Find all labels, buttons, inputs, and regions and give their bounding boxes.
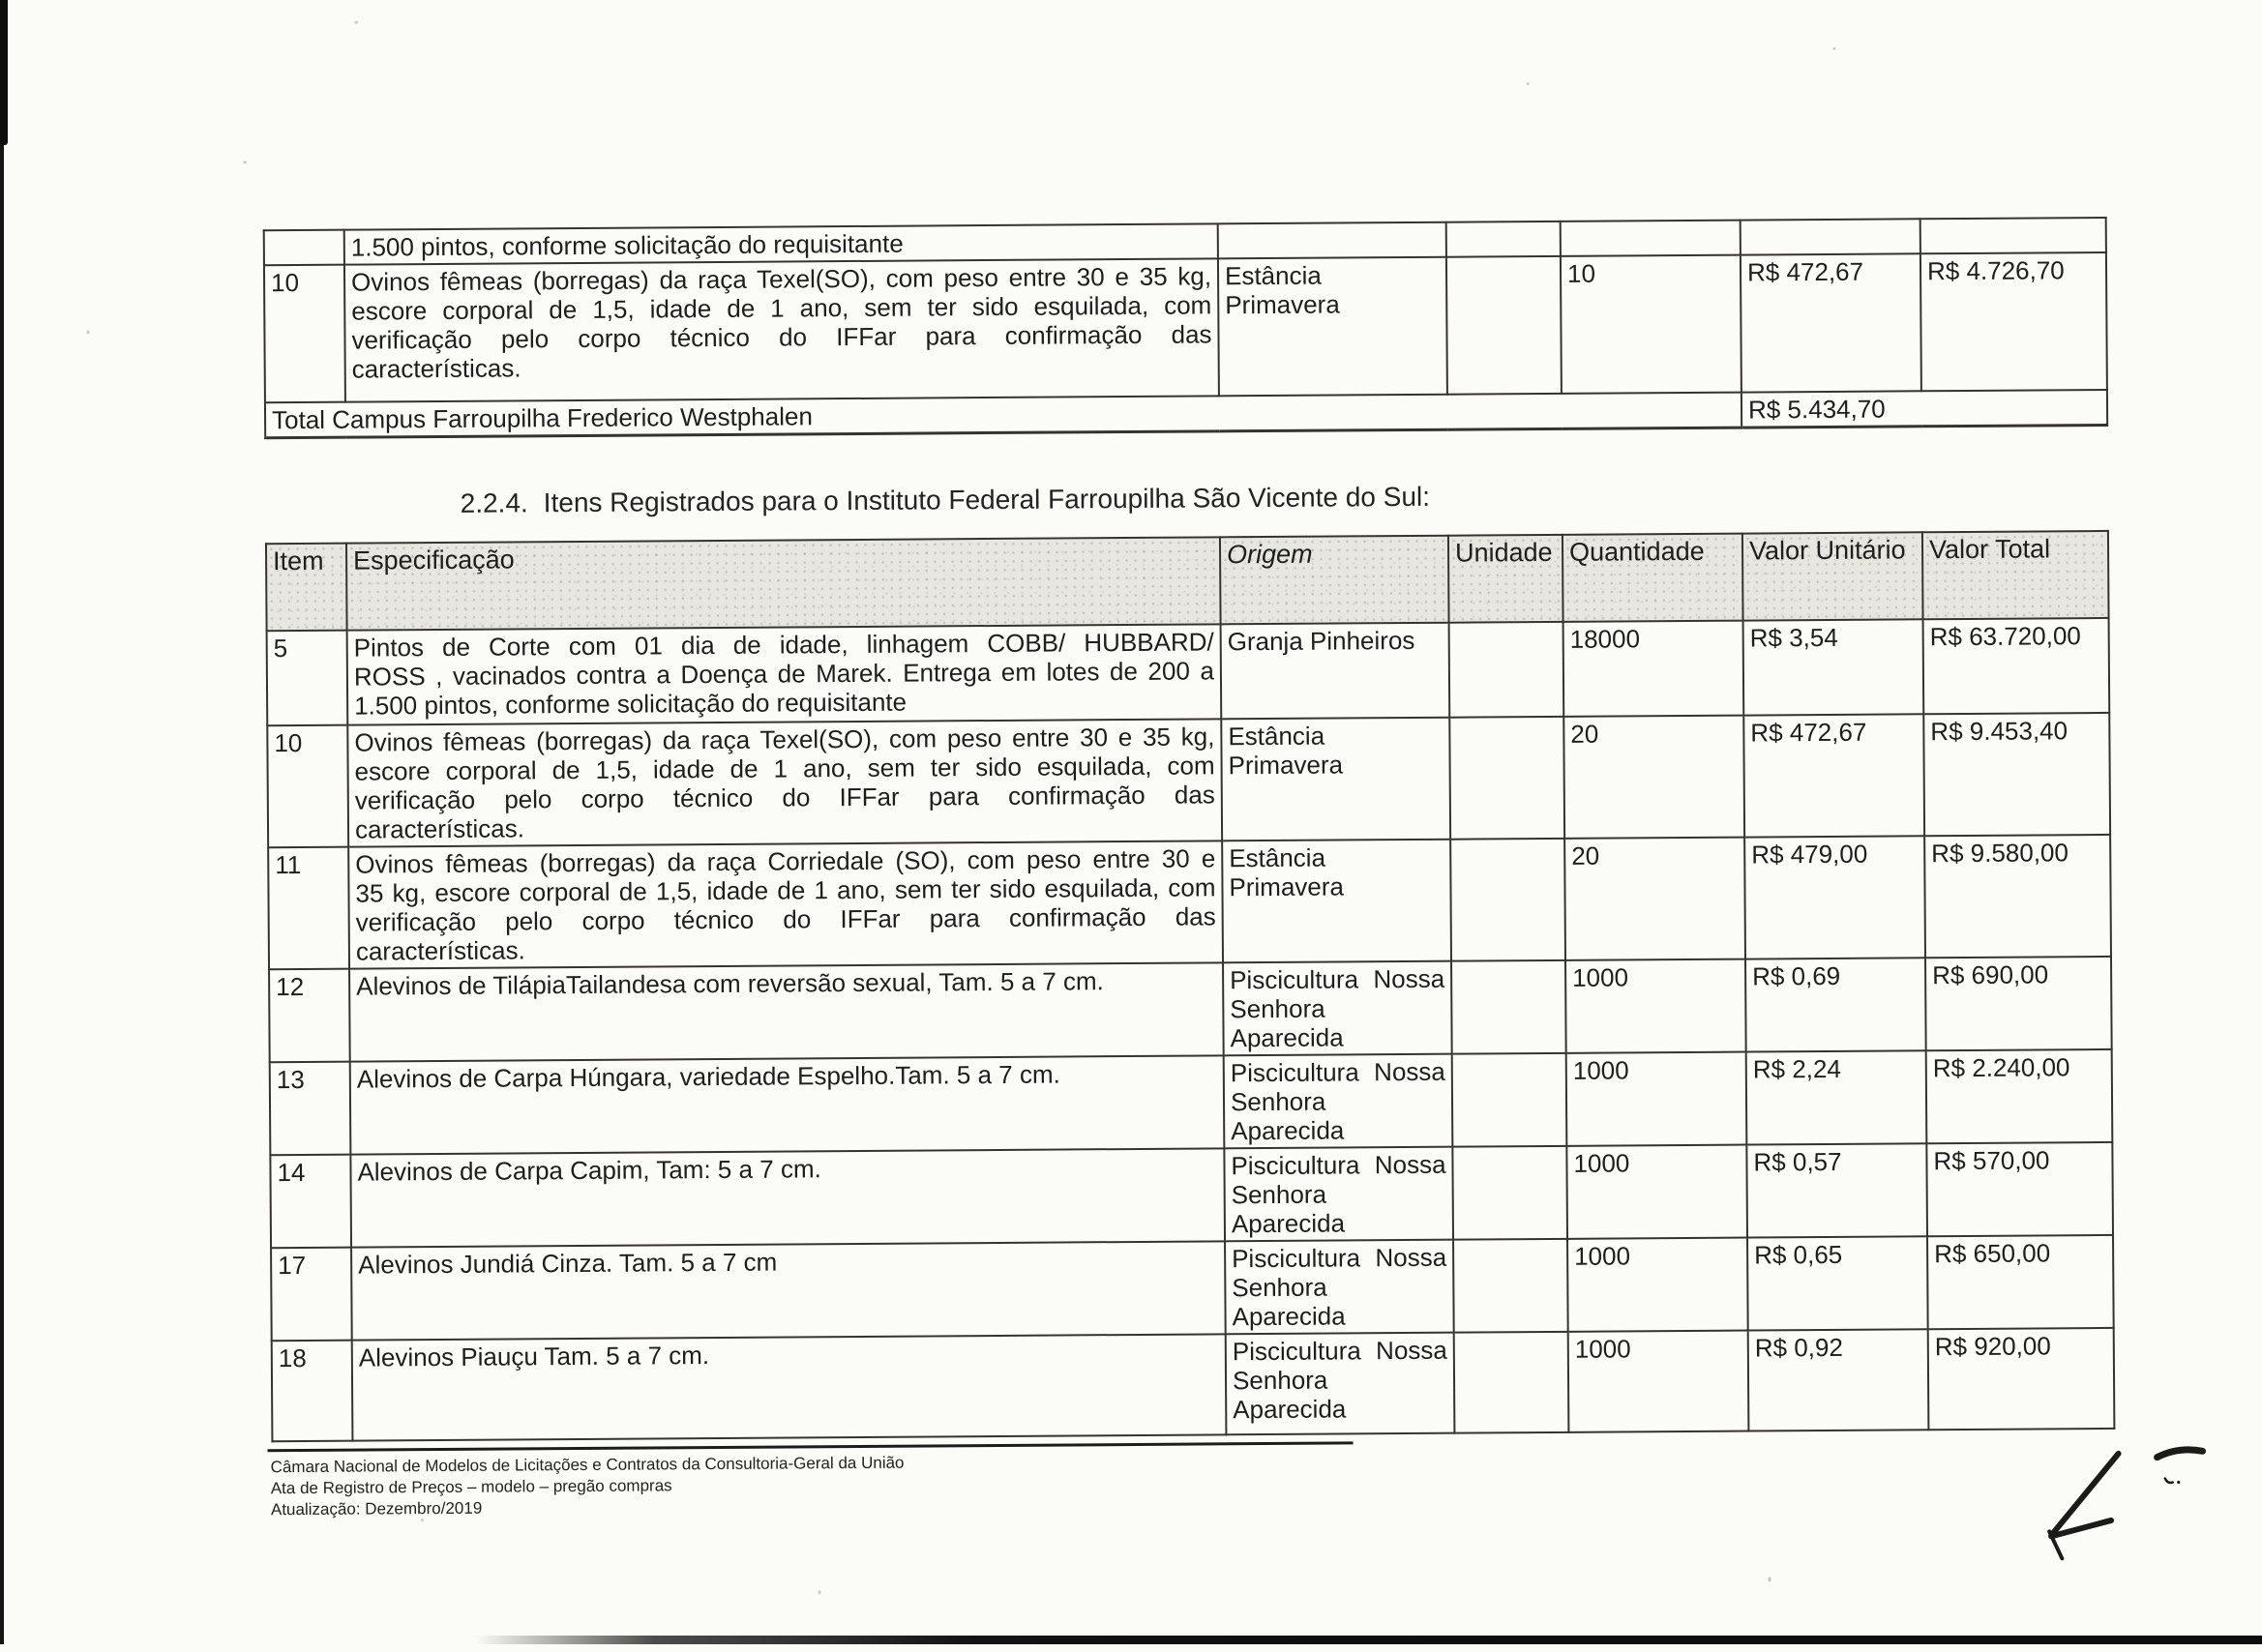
header-unidade: Unidade bbox=[1448, 535, 1563, 623]
footer-divider bbox=[268, 1441, 1354, 1452]
item-cell bbox=[264, 230, 344, 266]
text-line: Pintos de Corte com 01 dia de idade, linhagem COBB/ HUBBARD/ bbox=[353, 627, 1214, 663]
item-cell: 10 bbox=[267, 725, 348, 848]
valor-unitario-cell: R$ 0,57 bbox=[1746, 1143, 1927, 1237]
origem-cell bbox=[1223, 961, 1452, 1056]
scan-speck bbox=[1832, 47, 1835, 50]
unidade-cell bbox=[1449, 717, 1564, 840]
spec-cell: 1.500 pintos, conforme solicitação do requisitante bbox=[344, 223, 1218, 264]
valor-total-cell: R$ 63.720,00 bbox=[1923, 618, 2110, 714]
scanner-edge-left-blob bbox=[0, 0, 8, 145]
valor-unitario-cell: R$ 3,54 bbox=[1743, 619, 1924, 715]
text-line: Alevinos de Carpa Capim, Tam: 5 a 7 cm. bbox=[357, 1154, 821, 1187]
quantidade-cell bbox=[1561, 221, 1741, 256]
valor-unitario-cell: R$ 0,69 bbox=[1745, 958, 1926, 1051]
text-line: Primavera bbox=[1228, 750, 1344, 781]
text-line: Estância bbox=[1224, 260, 1322, 291]
text-line: Alevinos de TilápiaTailandesa com reversão sexual, Tam. 5 a 7 cm. bbox=[356, 966, 1104, 1001]
text-line: Senhora bbox=[1232, 1272, 1327, 1303]
total-value-cell: R$ 5.434,70 bbox=[1741, 390, 2107, 428]
valor-unitario-cell: R$ 479,00 bbox=[1744, 836, 1925, 959]
scan-speck bbox=[421, 1519, 424, 1521]
header-especificacao: Especificação bbox=[346, 537, 1221, 630]
text-line: verificação pelo corpo técnico do IFFar para confirmação das bbox=[354, 780, 1215, 815]
footer-line: Atualização: Dezembro/2019 bbox=[270, 1498, 483, 1519]
spec-cell bbox=[348, 841, 1223, 968]
scan-speck bbox=[86, 331, 89, 335]
quantidade-cell: 1000 bbox=[1566, 1145, 1747, 1239]
text-line: Aparecida bbox=[1233, 1394, 1347, 1425]
header-quantidade: Quantidade bbox=[1563, 534, 1743, 622]
text-line: Primavera bbox=[1229, 871, 1345, 902]
spec-cell bbox=[347, 719, 1222, 846]
text-line: Piscicultura Nossa bbox=[1230, 963, 1445, 995]
header-valor-unitario: Valor Unitário bbox=[1742, 532, 1923, 620]
quantidade-cell: 20 bbox=[1563, 716, 1744, 839]
text-line: Ovinos fêmeas (borregas) da raça Texel(SO), com peso entre 30 e 35 kg, bbox=[350, 261, 1212, 297]
text-line: Ovinos fêmeas (borregas) da raça Texel(SO), com peso entre 30 e 35 kg, bbox=[354, 722, 1215, 757]
unidade-cell bbox=[1446, 221, 1561, 257]
valor-unitario-cell bbox=[1741, 219, 1920, 254]
spec-cell bbox=[344, 258, 1219, 401]
origem-cell bbox=[1221, 718, 1450, 841]
text-line: Senhora bbox=[1231, 1179, 1327, 1210]
text-line: Aparecida bbox=[1231, 1208, 1346, 1239]
valor-unitario-cell: R$ 0,92 bbox=[1748, 1329, 1929, 1431]
scanner-edge-bottom bbox=[474, 1636, 2262, 1644]
table-row bbox=[267, 713, 2110, 847]
header-row bbox=[266, 531, 2109, 631]
valor-total-cell: R$ 650,00 bbox=[1927, 1235, 2114, 1329]
text-line: Piscicultura Nossa bbox=[1232, 1335, 1447, 1367]
item-cell: 13 bbox=[270, 1062, 351, 1156]
origem-cell bbox=[1218, 222, 1446, 259]
text-line: escore corporal de 1,5, idade de 1 ano, sem ter sido esquilada, com bbox=[354, 751, 1215, 786]
unidade-cell bbox=[1449, 622, 1564, 718]
valor-total-cell: R$ 570,00 bbox=[1926, 1142, 2113, 1236]
header-origem: Origem bbox=[1220, 536, 1449, 625]
origem-cell bbox=[1221, 623, 1450, 720]
spec-cell bbox=[350, 1148, 1225, 1247]
quantidade-cell: 1000 bbox=[1567, 1238, 1748, 1332]
text-line: características. bbox=[355, 935, 525, 966]
valor-total-cell: R$ 9.453,40 bbox=[1923, 713, 2110, 836]
unidade-cell bbox=[1454, 1332, 1569, 1433]
table-row bbox=[268, 835, 2111, 969]
text-line: ROSS , vacinados contra a Doença de Marek. Entrega em lotes de 200 a bbox=[353, 656, 1215, 692]
origem-cell bbox=[1224, 1147, 1453, 1242]
registered-items-table bbox=[265, 530, 2115, 1442]
table-row bbox=[270, 1049, 2113, 1155]
quantidade-cell: 1000 bbox=[1568, 1331, 1749, 1432]
scanner-edge-left bbox=[0, 0, 4, 1644]
text-line: Piscicultura Nossa bbox=[1231, 1149, 1446, 1181]
text-line: Estância bbox=[1229, 842, 1326, 873]
spec-cell bbox=[347, 624, 1222, 724]
item-cell: 11 bbox=[268, 847, 349, 970]
handwritten-arrow-mark bbox=[1973, 1422, 2262, 1617]
quantidade-cell: 1000 bbox=[1566, 1052, 1747, 1146]
spec-cell bbox=[350, 1055, 1225, 1154]
text-line: Aparecida bbox=[1232, 1301, 1346, 1332]
section-heading bbox=[461, 482, 1430, 519]
scan-speck bbox=[354, 21, 358, 24]
quantidade-cell: 10 bbox=[1561, 255, 1741, 394]
text-line: características. bbox=[354, 813, 524, 844]
text-line: Ovinos fêmeas (borregas) da raça Corriedale (SO), com peso entre 30 e bbox=[355, 843, 1216, 879]
valor-unitario-cell: R$ 2,24 bbox=[1746, 1050, 1927, 1144]
text-line: Senhora bbox=[1230, 993, 1325, 1024]
spec-cell bbox=[351, 1241, 1226, 1340]
footer-line: Câmara Nacional de Modelos de Licitações e Contratos da Consultoria-Geral da União bbox=[270, 1453, 905, 1477]
table-row bbox=[272, 1328, 2115, 1441]
footer-line: Ata de Registro de Preços – modelo – pregão compras bbox=[270, 1476, 672, 1498]
header-valor-total: Valor Total bbox=[1922, 531, 2109, 619]
origem-cell bbox=[1218, 257, 1447, 397]
valor-total-cell: R$ 9.580,00 bbox=[1924, 835, 2111, 958]
scan-speck bbox=[243, 161, 247, 163]
table-row bbox=[264, 252, 2107, 402]
text-line: Piscicultura Nossa bbox=[1232, 1242, 1447, 1274]
item-cell: 14 bbox=[270, 1155, 351, 1249]
text-line: Primavera bbox=[1225, 289, 1340, 320]
valor-total-cell: R$ 920,00 bbox=[1928, 1328, 2115, 1430]
valor-total-cell bbox=[1920, 218, 2106, 253]
spec-cell bbox=[352, 1334, 1227, 1440]
scan-speck bbox=[1527, 82, 1530, 85]
table-row bbox=[269, 957, 2112, 1062]
valor-total-cell: R$ 690,00 bbox=[1925, 957, 2112, 1050]
quantidade-cell: 18000 bbox=[1563, 621, 1744, 717]
text-line: características. bbox=[351, 353, 521, 384]
section-title: Itens Registrados para o Instituto Federal Farroupilha São Vicente do Sul: bbox=[543, 481, 1431, 518]
item-cell: 10 bbox=[264, 265, 345, 403]
text-line: escore corporal de 1,5, idade de 1 ano, sem ter sido esquilada, com bbox=[351, 290, 1212, 326]
text-line: Estância bbox=[1228, 721, 1325, 752]
valor-unitario-cell: R$ 0,65 bbox=[1747, 1236, 1928, 1330]
origem-cell bbox=[1225, 1240, 1454, 1335]
scan-speck bbox=[1768, 1577, 1771, 1581]
text-line: Senhora bbox=[1230, 1086, 1326, 1117]
valor-total-cell: R$ 2.240,00 bbox=[1926, 1049, 2113, 1143]
text-line: Senhora bbox=[1232, 1365, 1328, 1396]
text-line: Alevinos de Carpa Húngara, variedade Espelho.Tam. 5 a 7 cm. bbox=[356, 1059, 1060, 1094]
table-row bbox=[270, 1142, 2113, 1248]
text-line: 35 kg, escore corporal de 1,5, idade de 1 ano, sem ter sido esquilada, com bbox=[355, 872, 1216, 908]
text-line: verificação pelo corpo técnico do IFFar para confirmação das bbox=[355, 901, 1216, 937]
text-line: Granja Pinheiros bbox=[1227, 625, 1415, 657]
unidade-cell bbox=[1452, 1146, 1567, 1240]
document-footer bbox=[271, 1453, 905, 1521]
text-line: Aparecida bbox=[1231, 1115, 1345, 1146]
header-item: Item bbox=[266, 544, 347, 632]
unidade-cell bbox=[1446, 256, 1562, 395]
origem-cell bbox=[1222, 840, 1451, 963]
table-row bbox=[271, 1235, 2114, 1341]
item-cell: 5 bbox=[267, 631, 348, 726]
text-line: Alevinos Piauçu Tam. 5 a 7 cm. bbox=[358, 1341, 710, 1372]
item-cell: 12 bbox=[269, 969, 350, 1063]
unidade-cell bbox=[1452, 1053, 1567, 1147]
unidade-cell bbox=[1450, 839, 1565, 961]
section-number: 2.2.4. bbox=[460, 487, 528, 518]
item-cell: 18 bbox=[272, 1341, 353, 1442]
text-line: Aparecida bbox=[1230, 1022, 1344, 1053]
unidade-cell bbox=[1451, 960, 1566, 1054]
valor-unitario-cell: R$ 472,67 bbox=[1743, 714, 1924, 837]
valor-total-cell: R$ 4.726,70 bbox=[1920, 252, 2107, 391]
scan-speck bbox=[818, 1590, 821, 1594]
origem-cell bbox=[1226, 1333, 1455, 1435]
text-line: Piscicultura Nossa bbox=[1230, 1056, 1445, 1088]
table-row bbox=[267, 618, 2110, 725]
unidade-cell bbox=[1453, 1239, 1568, 1333]
text-line: verificação pelo corpo técnico do IFFar para confirmação das bbox=[351, 319, 1212, 355]
text-line: 1.500 pintos, conforme solicitação do requisitante bbox=[354, 687, 908, 721]
spec-cell bbox=[349, 962, 1224, 1061]
text-line: Alevinos Jundiá Cinza. Tam. 5 a 7 cm bbox=[358, 1247, 778, 1280]
continuation-table bbox=[263, 217, 2108, 439]
quantidade-cell: 20 bbox=[1564, 838, 1745, 960]
item-cell: 17 bbox=[271, 1248, 352, 1342]
origem-cell bbox=[1224, 1054, 1453, 1149]
total-label-cell: Total Campus Farroupilha Frederico Westphalen bbox=[265, 393, 1741, 438]
quantidade-cell: 1000 bbox=[1565, 959, 1746, 1053]
valor-unitario-cell: R$ 472,67 bbox=[1741, 253, 1921, 392]
